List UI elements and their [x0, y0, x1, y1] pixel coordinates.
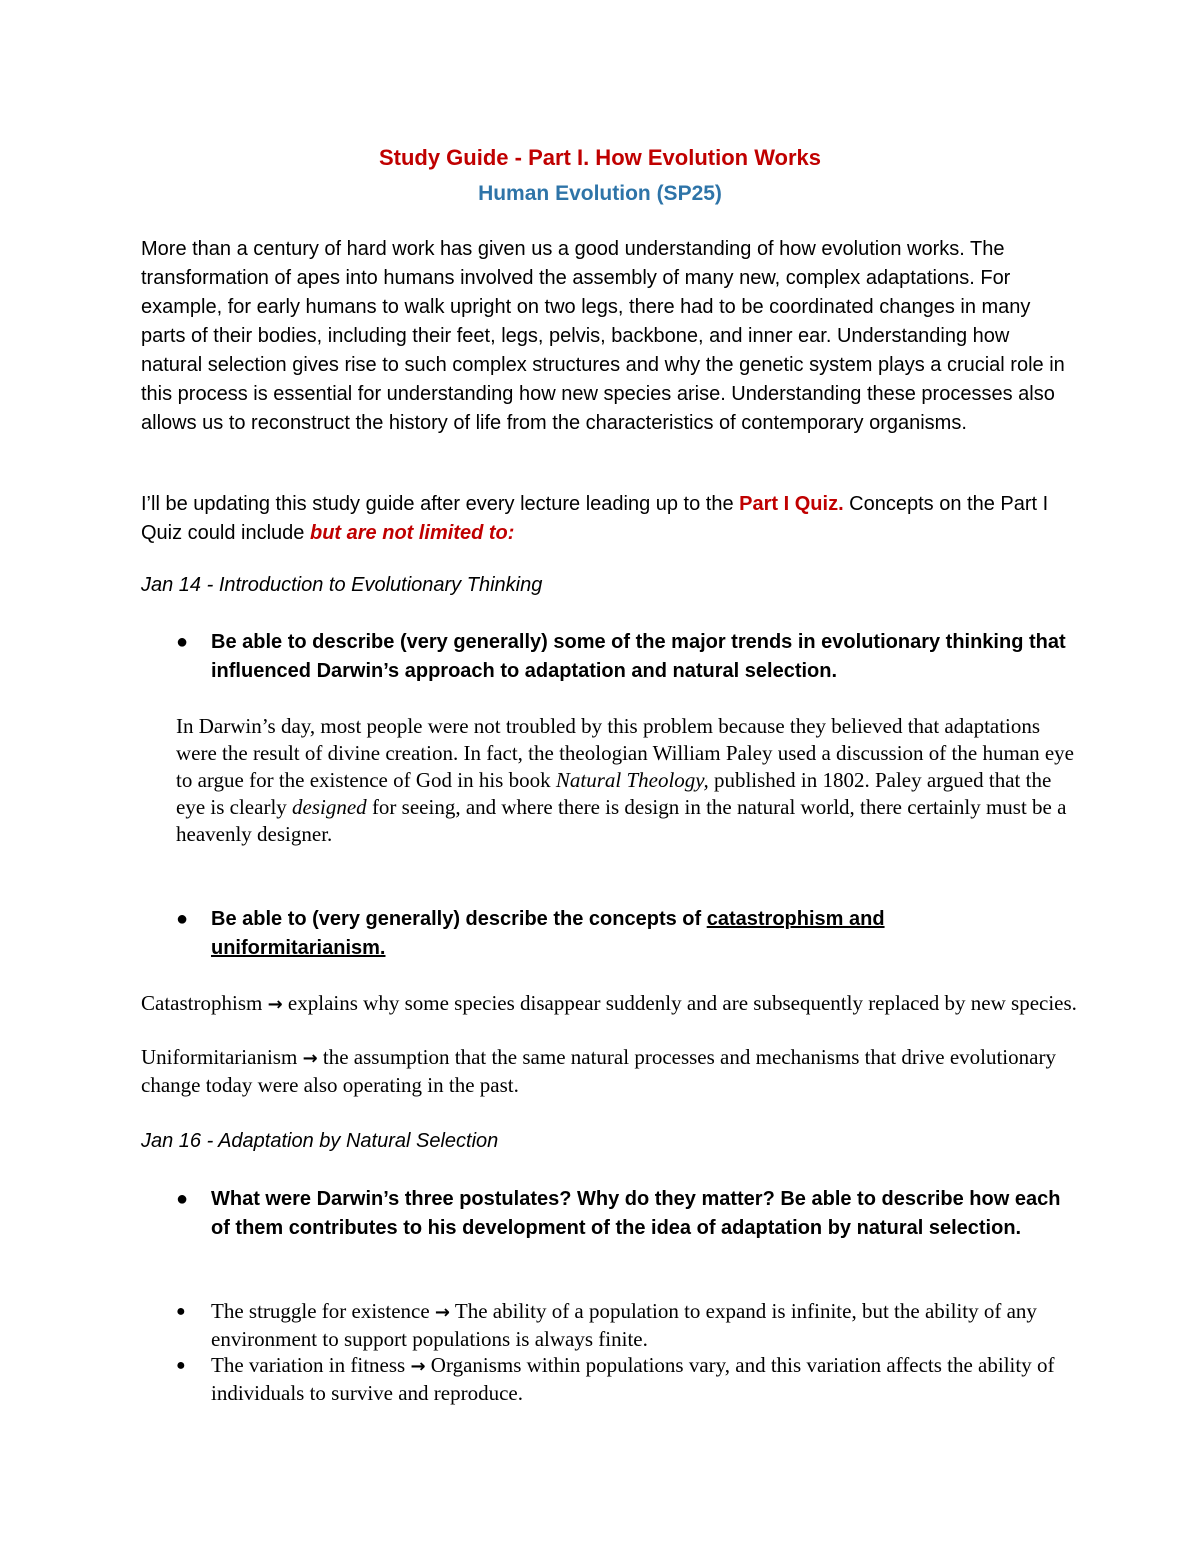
postulate-variation: [176, 1352, 1076, 1407]
part1-quiz-highlight: Part I Quiz.: [739, 493, 844, 515]
paley-quote: [176, 713, 1076, 848]
term-uniformitarianism: uniformitarianism.: [211, 937, 386, 959]
update-paragraph: [141, 490, 1071, 548]
postulate-struggle: [176, 1298, 1076, 1353]
bullet-icon: ●: [176, 1303, 186, 1320]
bullet-icon: ●: [176, 631, 189, 653]
section-date-jan14: Jan 14 - Introduction to Evolutionary Thinking: [141, 574, 543, 596]
catastrophism-definition: [141, 990, 1081, 1018]
postulate-definition: The ability of a population to expand is infinite, but the ability of any environment to support populations is always finite.: [211, 1299, 1037, 1351]
document-subtitle: Human Evolution (SP25): [478, 182, 722, 205]
quote-text-b: published in 1802. Paley argued that the eye is clearly: [176, 768, 1052, 819]
catastrophism-term: Catastrophism: [141, 991, 268, 1015]
designed-emphasis: designed: [292, 795, 367, 819]
arrow-icon: →: [434, 1302, 451, 1323]
section-date-jan16: Jan 16 - Adaptation by Natural Selection: [141, 1130, 499, 1152]
arrow-icon: →: [410, 1356, 426, 1377]
update-text-start: I’ll be updating this study guide after every lecture leading up to the: [141, 493, 740, 515]
document-title: Study Guide - Part I. How Evolution Works: [378, 145, 822, 170]
not-limited-emphasis: but are not limited to:: [309, 522, 515, 544]
quote-text-a: In Darwin’s day, most people were not troubled by this problem because they believed that adaptations were the result of divine creation. In fact, the theologian William Paley used a discussion of the human eye to argue for the existence of God in his book: [176, 714, 1074, 792]
catastrophism-text: explains why some species disappear suddenly and are subsequently replaced by new species.: [282, 991, 1077, 1015]
postulate-text: [211, 1352, 1076, 1407]
uniformitarianism-text: the assumption that the same natural processes and mechanisms that drive evolutionary change today were also operating in the past.: [141, 1045, 1056, 1097]
bullet-catastrophism: [176, 905, 1076, 963]
term-and: and: [848, 908, 885, 930]
postulate-term: The struggle for existence: [211, 1299, 435, 1323]
bullet-darwin-postulates: [176, 1185, 1076, 1243]
bullet-icon: ●: [176, 908, 189, 930]
postulate-definition: Organisms within populations vary, and this variation affects the ability of individuals to survive and reproduce.: [211, 1353, 1055, 1405]
bullet-text-start: Be able to (very generally) describe the concepts of: [211, 908, 707, 930]
bullet-text: What were Darwin’s three postulates? Why do they matter? Be able to describe how each of them contributes to his development of the idea of adaptation by natural selection.: [211, 1188, 1061, 1239]
arrow-icon: →: [267, 994, 283, 1015]
book-title: Natural Theology,: [555, 768, 709, 792]
bullet-text: Be able to describe (very generally) some of the major trends in evolutionary thinking that influenced Darwin’s approach to adaptation and natural selection.: [211, 631, 1066, 682]
postulate-text: [211, 1298, 1076, 1353]
bullet-darwin-trends: [176, 628, 1076, 686]
bullet-icon: ●: [176, 1188, 189, 1210]
postulate-term: The variation in fitness: [211, 1353, 411, 1377]
arrow-icon: →: [302, 1048, 318, 1069]
intro-paragraph: More than a century of hard work has given us a good understanding of how evolution works. The transformation of apes into humans involved the assembly of many new, complex adaptations. For example, for early humans to walk upright on two legs, there had to be coordinated changes in many parts of their bodies, including their feet, legs, pelvis, backbone, and inner ear. Understanding how natural selection gives rise to such complex structures and why the genetic system plays a crucial role in this process is essential for understanding how new species arise. Understanding these processes also allows us to reconstruct the history of life from the characteristics of contemporary organisms.: [141, 238, 1065, 434]
update-text-mid: Concepts on the Part I Quiz could include: [141, 493, 1049, 544]
quote-text-c: for seeing, and where there is design in the natural world, there certainly must be a heavenly designer.: [176, 795, 1067, 846]
bullet-icon: ●: [176, 1357, 186, 1374]
term-catastrophism: catastrophism: [706, 908, 849, 930]
bullet-text: [211, 905, 1076, 963]
uniformitarianism-term: Uniformitarianism: [141, 1045, 303, 1069]
uniformitarianism-definition: [141, 1044, 1081, 1099]
